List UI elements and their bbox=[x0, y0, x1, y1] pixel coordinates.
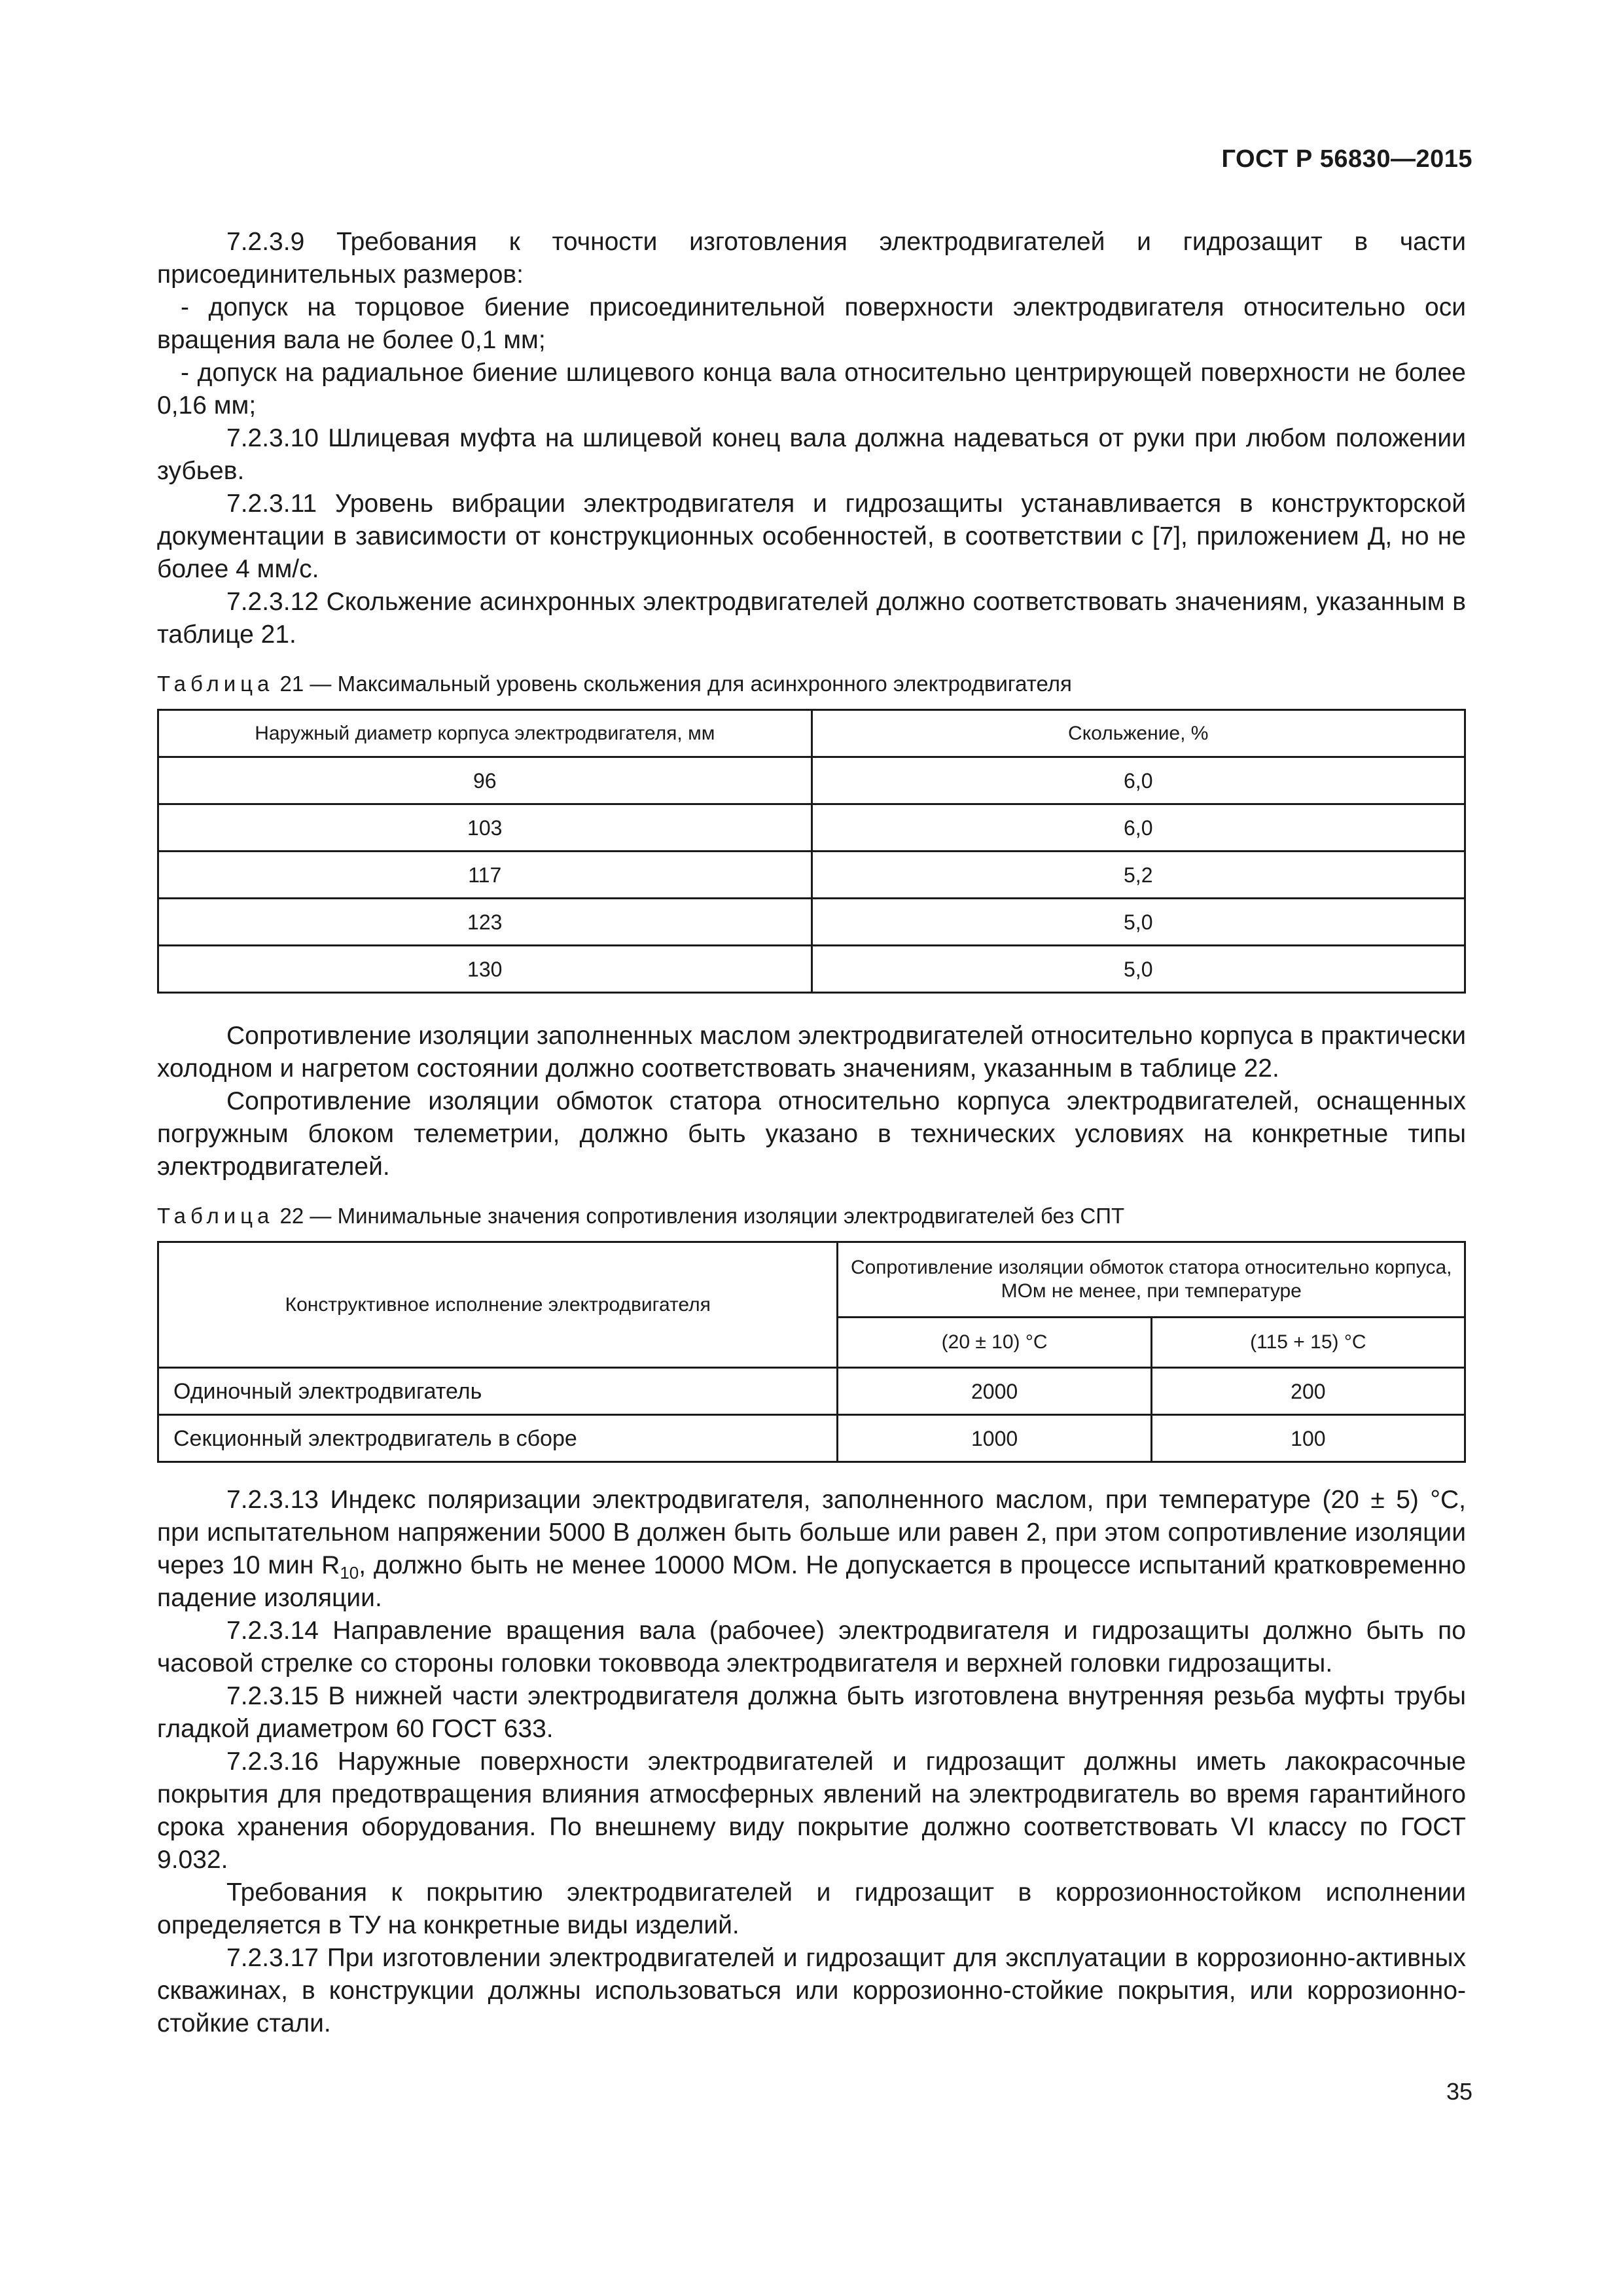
paragraph bbox=[157, 1484, 1466, 1615]
table-cell: 117 bbox=[158, 852, 812, 899]
document-header: ГОСТ Р 56830—2015 bbox=[1221, 145, 1472, 173]
table-cell: 5,0 bbox=[812, 899, 1465, 946]
table-cell: 123 bbox=[158, 899, 812, 946]
column-header-temp-115: (115 + 15) °С bbox=[1151, 1318, 1465, 1368]
table-21-caption bbox=[157, 670, 1466, 698]
paragraph: Требования к покрытию электродвигателей и гидрозащит в коррозионностойком исполнении определяется в ТУ на конкретные виды изделий. bbox=[157, 1878, 1466, 1939]
paragraph-text: , должно быть не менее 10000 МОм. Не допускается в процессе испытаний кратковременно падение изоляции. bbox=[157, 1551, 1466, 1612]
table-cell: Секционный электродвигатель в сборе bbox=[158, 1415, 838, 1462]
list-item: - допуск на торцовое биение присоединительной поверхности электродвигателя относительно оси вращения вала не более 0,1 мм; bbox=[157, 293, 1466, 354]
table-row bbox=[158, 946, 1465, 993]
table-cell: 103 bbox=[158, 804, 812, 852]
paragraph: Сопротивление изоляции заполненных маслом электродвигателей относительно корпуса в практически холодном и нагретом состоянии должно соответствовать значениям, указанным в таблице 22. bbox=[157, 1022, 1466, 1083]
table-caption-label: Таблица bbox=[157, 1204, 274, 1228]
list-item: - допуск на радиальное биение шлицевого конца вала относительно центрирующей поверхности не более 0,16 мм; bbox=[157, 359, 1466, 420]
table-cell: 2000 bbox=[838, 1368, 1151, 1415]
table-row bbox=[158, 899, 1465, 946]
table-cell: 5,2 bbox=[812, 852, 1465, 899]
table-cell: 6,0 bbox=[812, 804, 1465, 852]
table-row bbox=[158, 757, 1465, 804]
table-row bbox=[158, 852, 1465, 899]
table-header-row bbox=[158, 1242, 1465, 1318]
column-header-design: Конструктивное исполнение электродвигателя bbox=[158, 1242, 838, 1368]
table-row bbox=[158, 1415, 1465, 1462]
table-cell: 100 bbox=[1151, 1415, 1465, 1462]
table-cell: 5,0 bbox=[812, 946, 1465, 993]
table-22-caption bbox=[157, 1202, 1466, 1230]
paragraph-text: 7.2.3.13 Индекс поляризации электродвигателя, заполненного маслом, при температуре (20 ± 5) °С, при испытательном напряжении 5000 В должен быть больше или равен 2, при этом сопротивление изоляции через 10 мин R bbox=[157, 1486, 1466, 1579]
subscript: 10 bbox=[340, 1563, 359, 1583]
column-header-resistance: Сопротивление изоляции обмоток статора относительно корпуса, МОм не менее, при температуре bbox=[838, 1242, 1465, 1318]
paragraph: 7.2.3.12 Скольжение асинхронных электродвигателей должно соответствовать значениям, указанным в таблице 21. bbox=[157, 588, 1466, 649]
table-21 bbox=[157, 709, 1466, 994]
table-cell: 130 bbox=[158, 946, 812, 993]
column-header-temp-20: (20 ± 10) °С bbox=[838, 1318, 1151, 1368]
paragraph: Сопротивление изоляции обмоток статора относительно корпуса электродвигателей, оснащенных погружным блоком телеметрии, должно быть указано в технических условиях на конкретные типы электродвигателей. bbox=[157, 1087, 1466, 1181]
column-header-slip: Скольжение, % bbox=[812, 710, 1465, 757]
column-header-diameter: Наружный диаметр корпуса электродвигателя, мм bbox=[158, 710, 812, 757]
table-caption-text: 22 — Минимальные значения сопротивления изоляции электродвигателей без СПТ bbox=[274, 1204, 1125, 1228]
table-22 bbox=[157, 1241, 1466, 1463]
paragraph: 7.2.3.10 Шлицевая муфта на шлицевой конец вала должна надеваться от руки при любом положении зубьев. bbox=[157, 424, 1466, 485]
paragraph: 7.2.3.15 В нижней части электродвигателя должна быть изготовлена внутренняя резьба муфты трубы гладкой диаметром 60 ГОСТ 633. bbox=[157, 1682, 1466, 1743]
table-cell: 200 bbox=[1151, 1368, 1465, 1415]
page-number: 35 bbox=[1446, 2078, 1472, 2105]
table-cell: 1000 bbox=[838, 1415, 1151, 1462]
table-caption-label: Таблица bbox=[157, 672, 274, 696]
table-cell: 6,0 bbox=[812, 757, 1465, 804]
table-header-row bbox=[158, 710, 1465, 757]
paragraph: 7.2.3.16 Наружные поверхности электродвигателей и гидрозащит должны иметь лакокрасочные покрытия для предотвращения влияния атмосферных явлений на электродвигатель во время гарантийного срока хранения оборудования. По внешнему виду покрытие должно соответствовать VI классу по ГОСТ 9.032. bbox=[157, 1748, 1466, 1874]
table-row bbox=[158, 804, 1465, 852]
paragraph: 7.2.3.14 Направление вращения вала (рабочее) электродвигателя и гидрозащиты должно быть по часовой стрелке со стороны головки токоввода электродвигателя и верхней головки гидрозащиты. bbox=[157, 1617, 1466, 1677]
paragraph: 7.2.3.11 Уровень вибрации электродвигателя и гидрозащиты устанавливается в конструкторской документации в зависимости от конструкционных особенностей, в соответствии с [7], приложением Д, но не более 4 мм/с. bbox=[157, 490, 1466, 583]
table-caption-text: 21 — Максимальный уровень скольжения для асинхронного электродвигателя bbox=[274, 672, 1072, 696]
paragraph: 7.2.3.17 При изготовлении электродвигателей и гидрозащит для эксплуатации в коррозионно-активных скважинах, в конструкции должны использоваться или коррозионно-стойкие покрытия, или коррозионно-стойкие стали. bbox=[157, 1944, 1466, 2037]
document-body bbox=[157, 226, 1466, 2040]
table-cell: 96 bbox=[158, 757, 812, 804]
paragraph: 7.2.3.9 Требования к точности изготовления электродвигателей и гидрозащит в части присоединительных размеров: bbox=[157, 228, 1466, 289]
table-row bbox=[158, 1368, 1465, 1415]
table-cell: Одиночный электродвигатель bbox=[158, 1368, 838, 1415]
